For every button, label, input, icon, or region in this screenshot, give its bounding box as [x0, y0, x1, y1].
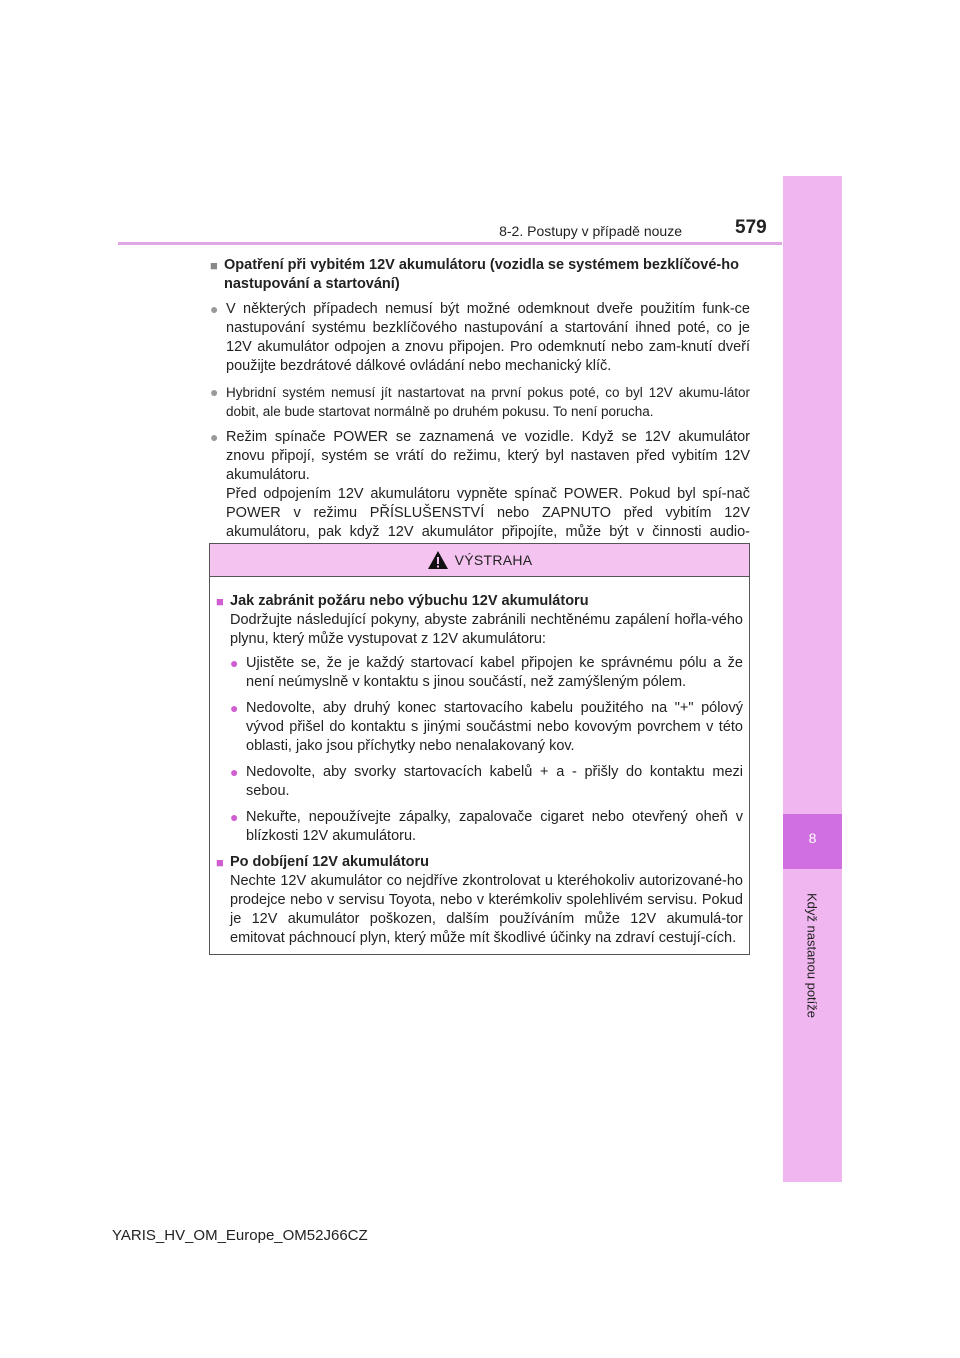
- warning-section-heading-text: Jak zabránit požáru nebo výbuchu 12V akumulátoru: [230, 593, 589, 609]
- list-item: [210, 300, 750, 376]
- warning-section-heading-text: Po dobíjení 12V akumulátoru: [230, 854, 430, 870]
- warning-intro: Dodržujte následující pokyny, abyste zabránili nechtěnému zapálení hořla-vého plynu, který může vystupovat z 12V akumulátoru:: [230, 612, 743, 647]
- list-item: [210, 428, 750, 561]
- list-item-text: V některých případech nemusí být možné odemknout dveře použitím funk-ce nastupování systému bezklíčového nastupování a startování ihned poté, co je 12V akumulátor odpojen a znovu připojen. Pro odemknutí nebo zam-knutí dveří použijte bezdrátové dálkové ovládání nebo mechanický klíč.: [226, 301, 750, 374]
- list-item: [210, 383, 750, 421]
- list-item-text: [226, 428, 750, 561]
- list-item-text: Nedovolte, aby svorky startovacích kabelů + a - přišly do kontaktu mezi sebou.: [246, 764, 743, 799]
- warning-section-heading: [216, 853, 743, 872]
- circle-bullet-icon: ●: [230, 764, 239, 780]
- square-bullet-icon: ■: [216, 594, 224, 609]
- square-bullet-icon: ■: [210, 258, 218, 273]
- warning-list: [216, 654, 743, 846]
- warning-box: [209, 543, 750, 955]
- list-item-text-part: Režim spínače POWER se zaznamená ve vozidle. Když se 12V akumulátor znovu připojí, systém se vrátí do režimu, který byl nastaven před vybitím 12V akumulátoru.: [226, 429, 750, 483]
- square-bullet-icon: ■: [216, 855, 224, 870]
- circle-bullet-icon: ●: [210, 429, 219, 445]
- list-item: [230, 763, 743, 801]
- list-item: [230, 654, 743, 692]
- list-item-text: Ujistěte se, že je každý startovací kabel připojen ke správnému pólu a že není neúmyslně v kontaktu s jinou součástí, než zamýšleným pólem.: [246, 655, 743, 690]
- list-item-text: Nekuřte, nepoužívejte zápalky, zapalovače cigaret nebo otevřený oheň v blízkosti 12V akumulátoru.: [246, 809, 743, 844]
- warning-label: VÝSTRAHA: [454, 552, 533, 568]
- doc-code: YARIS_HV_OM_Europe_OM52J66CZ: [112, 1227, 368, 1244]
- circle-bullet-icon: ●: [230, 700, 239, 716]
- main-content: [210, 256, 750, 568]
- list-item-text: Nedovolte, aby druhý konec startovacího kabelu použitého na "+" pólový vývod přišel do kontaktu s jinými součástmi nebo kovovým povrchem v této oblasti, jako jsou příchytky nebo nenalakovaný kov.: [246, 700, 743, 754]
- chapter-number: 8: [808, 830, 817, 846]
- circle-bullet-icon: ●: [230, 809, 239, 825]
- warning-triangle-icon: [427, 550, 449, 570]
- side-tab: [783, 176, 842, 1182]
- header-rule: [118, 242, 782, 245]
- circle-bullet-icon: ●: [210, 301, 219, 317]
- main-heading: [210, 256, 750, 294]
- list-item: [230, 699, 743, 756]
- warning-body: [210, 577, 749, 948]
- section-title: 8-2. Postupy v případě nouze: [499, 223, 682, 239]
- main-heading-text: Opatření při vybitém 12V akumulátoru (vozidla se systémem bezklíčové-ho nastupování a startování): [224, 257, 739, 292]
- list-item-text-part: Před odpojením 12V akumulátoru vypněte spínač POWER. Pokud byl spí-nač POWER v režimu PŘÍSLUŠENSTVÍ nebo ZAPNUTO před vybitím 12V akumulátoru, pak když 12V akumulátor připojíte, může být v činnosti audio-: [226, 486, 750, 540]
- circle-bullet-icon: ●: [210, 384, 219, 400]
- list-item-text: Hybridní systém nemusí jít nastartovat na první pokus poté, co byl 12V akumu-látor dobit, ale bude startovat normálně po druhém pokusu. To není porucha.: [226, 385, 750, 419]
- chapter-title: Když nastanou potíže: [804, 892, 820, 1019]
- list-item: [230, 808, 743, 846]
- warning-section-heading: [216, 592, 743, 611]
- page-number: 579: [735, 217, 767, 238]
- warning-header: [210, 544, 749, 577]
- warning-paragraph: Nechte 12V akumulátor co nejdříve zkontrolovat u kteréhokoliv autorizované-ho prodejce nebo v servisu Toyota, nebo v kterémkoliv spolehlivém servisu. Pokud je 12V akumulátor poškozen, dalším používáním může 12V akumulá-tor emitovat páchnoucí plyn, který může mít škodlivé účinky na zdraví cestují-cích.: [230, 873, 743, 946]
- circle-bullet-icon: ●: [230, 655, 239, 671]
